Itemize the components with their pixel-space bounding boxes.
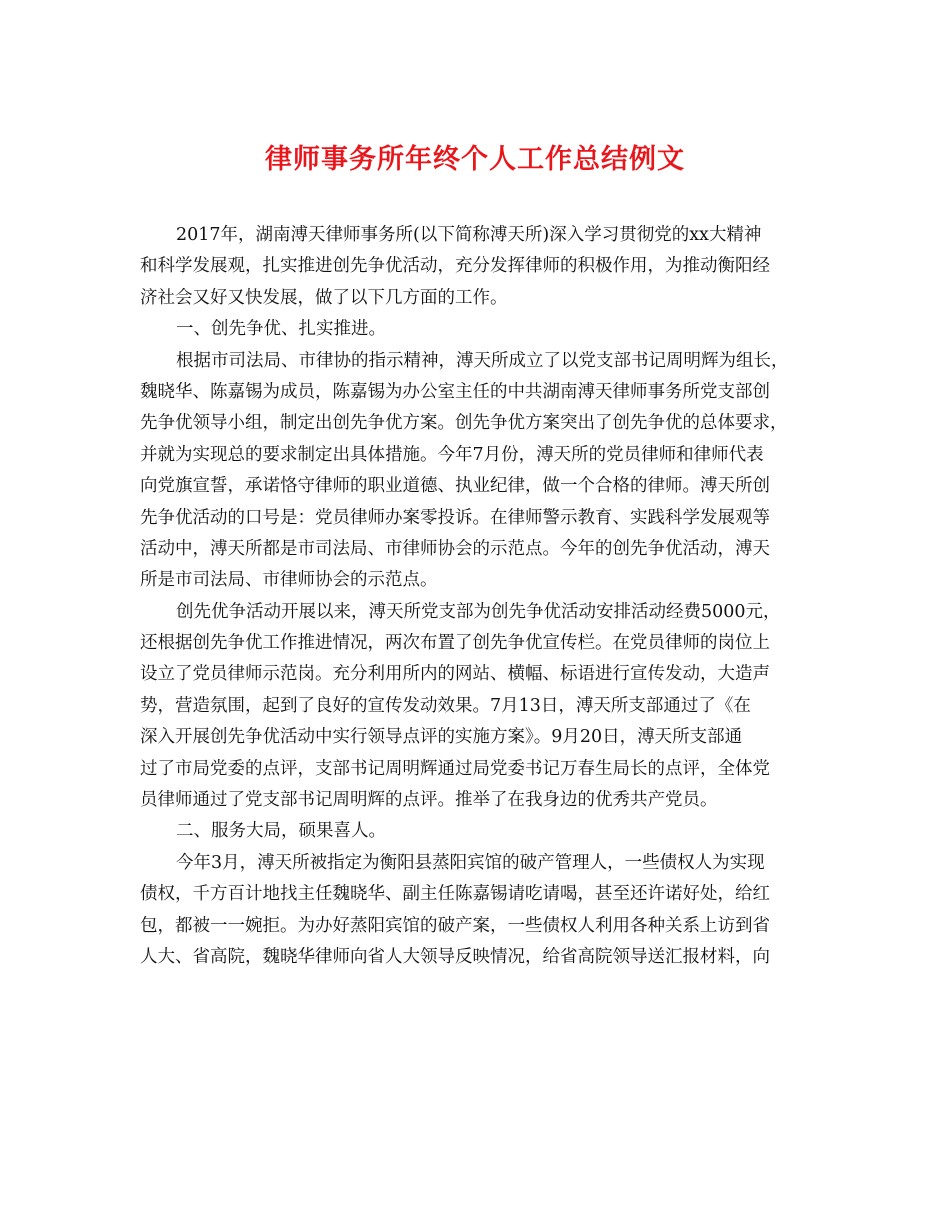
paragraph [140,816,820,847]
text-line: 势，营造氛围，起到了良好的宣传发动效果。7月13日，溥天所支部通过了《在 [140,695,751,716]
text-line: 2017年，湖南溥天律师事务所(以下简称溥天所)深入学习贯彻党的xx大精神 [176,225,762,245]
text-line: 还根据创先争优工作推进情况，两次布置了创先争优宣传栏。在党员律师的岗位上 [140,633,770,654]
text-line: 魏晓华、陈嘉锡为成员，陈嘉锡为办公室主任的中共湖南溥天律师事务所党支部创 [140,381,770,402]
text-line: 过了市局党委的点评，支部书记周明辉通过局党委书记万春生局长的点评，全体党 [140,758,770,779]
text-line: 向党旗宣誓，承诺恪守律师的职业道德、执业纪律，做一个合格的律师。溥天所创 [140,476,770,497]
text-line: 二、服务大局，硕果喜人。 [176,821,386,842]
paragraph [140,314,820,345]
text-line: 所是市司法局、市律师协会的示范点。 [140,570,438,591]
text-line: 深入开展创先争优活动中实行领导点评的实施方案》。9月20日，溥天所支部通 [140,727,743,748]
text-line: 和科学发展观，扎实推进创先争优活动，充分发挥律师的积极作用，为推动衡阳经 [140,256,770,277]
text-line: 并就为实现总的要求制定出具体措施。今年7月份，溥天所的党员律师和律师代表 [140,444,764,465]
text-line: 人大、省高院，魏晓华律师向省人大领导反映情况，给省高院领导送汇报材料，向 [140,946,770,967]
text-line: 根据市司法局、市律协的指示精神，溥天所成立了以党支部书记周明辉为组长， [176,350,789,371]
text-line: 包，都被一一婉拒。为办好蒸阳宾馆的破产案，一些债权人利用各种关系上访到省 [140,915,770,936]
text-line: 先争优领导小组，制定出创先争优方案。创先争优方案突出了创先争优的总体要求， [140,413,788,434]
text-line: 员律师通过了党支部书记周明辉的点评。推举了在我身边的优秀共产党员。 [140,790,718,811]
text-line: 债权，千方百计地找主任魏晓华、副主任陈嘉锡请吃请喝，甚至还许诺好处，给红 [140,884,770,905]
text-line: 创先优争活动开展以来，溥天所党支部为创先争优活动安排活动经费5000元， [176,601,781,622]
paragraph [140,346,820,597]
paragraph [140,848,820,974]
text-line: 济社会又好又快发展，做了以下几方面的工作。 [140,287,508,308]
document-body [140,220,820,973]
text-line: 今年3月，溥天所被指定为衡阳县蒸阳宾馆的破产管理人，一些债权人为实现 [176,852,765,873]
text-line: 先争优活动的口号是：党员律师办案零投诉。在律师警示教育、实践科学发展观等 [140,507,770,528]
paragraph [140,220,820,314]
text-line: 一、创先争优、扎实推进。 [176,319,386,340]
text-line: 设立了党员律师示范岗。充分利用所内的网站、横幅、标语进行宣传发动，大造声 [140,664,770,685]
document-title: 律师事务所年终个人工作总结例文 [265,144,685,175]
paragraph [140,597,820,817]
text-line: 活动中，溥天所都是市司法局、市律师协会的示范点。今年的创先争优活动，溥天 [140,538,770,559]
